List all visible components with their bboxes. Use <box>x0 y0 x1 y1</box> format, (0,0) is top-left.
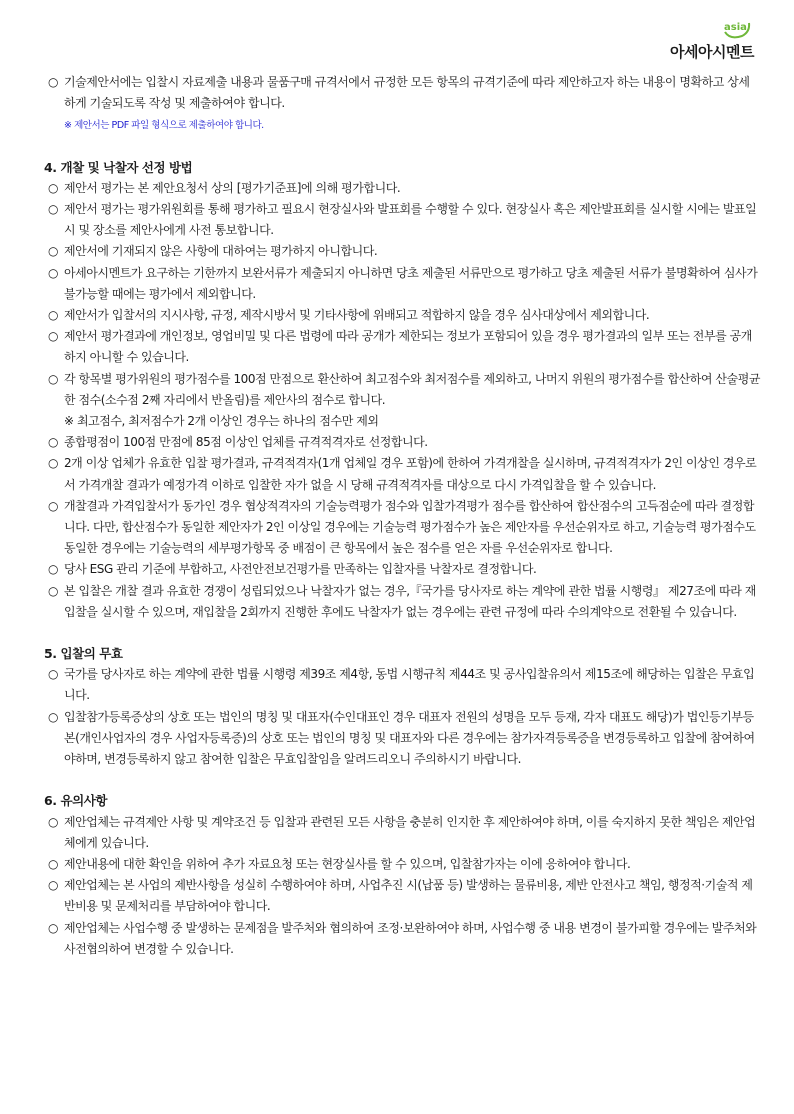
circle-bullet-icon: ○ <box>48 456 59 471</box>
circle-bullet-icon: ○ <box>48 878 59 893</box>
section-5-title: 5. 입찰의 무효 <box>44 646 123 662</box>
section-4-item-2: ○ 제안서 평가는 평가위원회를 통해 평가하고 필요시 현장실사와 발표회를 수행할 수 있다. 현장실사 혹은 제안발표회를 실시할 시에는 발표일시 및 장소를 제안사에게 사전 통보합니다. <box>44 199 760 241</box>
section-4-item-6: ○ 제안서 평가결과에 개인정보, 영업비밀 및 다른 법령에 따라 공개가 제한되는 정보가 포함되어 있을 경우 평가결과의 일부 또는 전부를 공개하지 아니할 수 있습니다. <box>44 326 760 368</box>
section-6-title: 6. 유의사항 <box>44 793 107 809</box>
section-4-item-1: ○ 제안서 평가는 본 제안요청서 상의 [평가기준표]에 의해 평가합니다. <box>44 178 760 199</box>
pdf-format-note: ※ 제안서는 PDF 파일 형식으로 제출하여야 합니다. <box>64 120 264 132</box>
section-4-item-11: ○ 당사 ESG 관리 기준에 부합하고, 사전안전보건평가를 만족하는 입찰자를 낙찰자로 결정합니다. <box>44 559 760 580</box>
company-logo <box>636 20 754 62</box>
circle-bullet-icon: ○ <box>48 75 59 89</box>
section-4-item-5: ○ 제안서가 입찰서의 지시사항, 규정, 제작시방서 및 기타사항에 위배되고 적합하지 않을 경우 심사대상에서 제외합니다. <box>44 305 760 326</box>
circle-bullet-icon: ○ <box>48 920 59 935</box>
circle-bullet-icon: ○ <box>48 435 59 450</box>
logo-mark-text: asia <box>724 22 747 33</box>
section-6-item-2: ○ 제안내용에 대한 확인을 위하여 추가 자료요청 또는 현장실사를 할 수 있으며, 입찰참가자는 이에 응하여야 합니다. <box>44 854 760 875</box>
circle-bullet-icon: ○ <box>48 814 59 829</box>
section-6-item-4: ○ 제안업체는 사업수행 중 발생하는 문제점을 발주처와 협의하여 조정·보완하여야 하며, 사업수행 중 내용 변경이 불가피할 경우에는 발주처와 사전협의하여 변경할 수 있습니다. <box>44 918 760 960</box>
circle-bullet-icon: ○ <box>48 709 59 724</box>
circle-bullet-icon: ○ <box>48 265 59 280</box>
section-4-title: 4. 개찰 및 낙찰자 선정 방법 <box>44 159 193 175</box>
section-4-item-10: ○ 개찰결과 가격입찰서가 동가인 경우 협상적격자의 기술능력평가 점수와 입찰가격평가 점수를 합산하여 합산점수의 고득점순에 따라 결정합니다. 다만, 합산점수가 동일한 제안자가 2인 이상일 경우에는 기술능력 평가점수가 높은 제안자를 우선순위자로 하고, 기술능력 평가점수도 동일한 경우에는 기술능력의 세부평가항목 중 배점이 큰 항목에서 높은 점수를 얻은 자를 우선순위자로 합니다. <box>44 496 760 560</box>
circle-bullet-icon: ○ <box>48 498 59 513</box>
circle-bullet-icon: ○ <box>48 180 59 195</box>
section-4-item-4: ○ 아세아시멘트가 요구하는 기한까지 보완서류가 제출되지 아니하면 당초 제출된 서류만으로 평가하고 당초 제출된 서류가 불명확하여 심사가 불가능할 때에는 평가에서 제외합니다. <box>44 263 760 305</box>
intro-item-1: ○ 기술제안서에는 입찰시 자료제출 내용과 물품구매 규격서에서 규정한 모든 항목의 규격기준에 따라 제안하고자 하는 내용이 명확하고 상세하게 기술되도록 작성 및 제출하여야 합니다. <box>44 72 760 114</box>
section-4-item-8: ○ 종합평점이 100점 만점에 85점 이상인 업체를 규격적격자로 선정합니다. <box>44 432 760 453</box>
circle-bullet-icon: ○ <box>48 667 59 682</box>
document-body <box>44 72 760 960</box>
section-5-item-1: ○ 국가를 당사자로 하는 계약에 관한 법률 시행령 제39조 제4항, 동법 시행규칙 제44조 및 공사입찰유의서 제15조에 해당하는 입찰은 무효입니다. <box>44 664 760 706</box>
section-6-item-1: ○ 제안업체는 규격제안 사항 및 계약조건 등 입찰과 관련된 모든 사항을 충분히 인지한 후 제안하여야 하며, 이를 숙지하지 못한 책임은 제안업체에게 있습니다. <box>44 812 760 854</box>
circle-bullet-icon: ○ <box>48 583 59 598</box>
circle-bullet-icon: ○ <box>48 244 59 259</box>
score-exclusion-note: ※ 최고점수, 최저점수가 2개 이상인 경우는 하나의 점수만 제외 <box>64 414 379 429</box>
section-4-item-7: ○ 각 항목별 평가위원의 평가점수를 100점 만점으로 환산하여 최고점수와 최저점수를 제외하고, 나머지 위원의 평가점수를 합산하여 산술평균한 점수(소수점 2째 자리에서 반올림)를 제안사의 점수로 합니다. <box>44 369 760 411</box>
circle-bullet-icon: ○ <box>48 371 59 386</box>
circle-bullet-icon: ○ <box>48 308 59 323</box>
section-4-item-9: ○ 2개 이상 업체가 유효한 입찰 평가결과, 규격적격자(1개 업체일 경우 포함)에 한하여 가격개찰을 실시하며, 규격적격자가 2인 이상인 경우로서 가격개찰 결과가 예정가격 이하로 입찰한 자가 없을 시 당해 규격적격자를 대상으로 다시 가격입찰을 할 수 있습니다. <box>44 453 760 495</box>
section-5-item-2: ○ 입찰참가등록증상의 상호 또는 법인의 명칭 및 대표자(수인대표인 경우 대표자 전원의 성명을 모두 등재, 각자 대표도 해당)가 법인등기부등본(개인사업자의 경우 사업자등록증)의 상호 또는 법인의 명칭 및 대표자와 다른 경우에는 참가자격등록증을 변경등록하고 입찰에 참여하여야하며, 변경등록하지 않고 참여한 입찰은 무효입찰임을 알려드리오니 주의하시기 바랍니다. <box>44 707 760 771</box>
circle-bullet-icon: ○ <box>48 329 59 344</box>
circle-bullet-icon: ○ <box>48 856 59 871</box>
logo-text: 아세아시멘트 <box>670 43 754 61</box>
asia-logo-mark-icon <box>722 18 752 40</box>
section-4-item-12: ○ 본 입찰은 개찰 결과 유효한 경쟁이 성립되었으나 낙찰자가 없는 경우,『국가를 당사자로 하는 계약에 관한 법률 시행령』 제27조에 따라 재입찰을 실시할 수 있으며, 재입찰을 2회까지 진행한 후에도 낙찰자가 없는 경우에는 관련 규정에 따라 수의계약으로 전환될 수 있습니다. <box>44 581 760 623</box>
section-6-item-3: ○ 제안업체는 본 사업의 제반사항을 성실히 수행하여야 하며, 사업추진 시(납품 등) 발생하는 물류비용, 제반 안전사고 책임, 행정적·기술적 제반비용 및 문제처리를 부담하여야 합니다. <box>44 875 760 917</box>
section-4-item-3: ○ 제안서에 기재되지 않은 사항에 대하여는 평가하지 아니합니다. <box>44 241 760 262</box>
circle-bullet-icon: ○ <box>48 202 59 217</box>
circle-bullet-icon: ○ <box>48 562 59 577</box>
